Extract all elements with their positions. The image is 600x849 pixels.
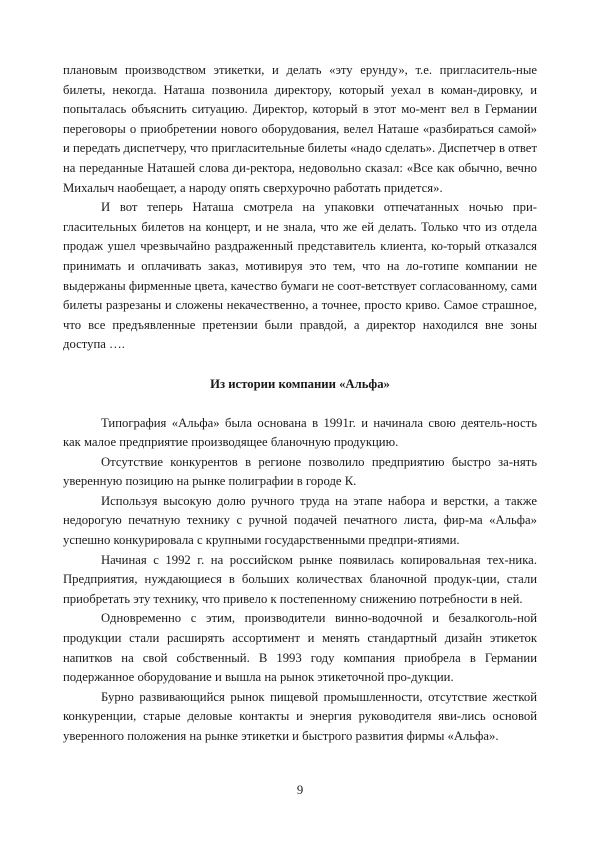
paragraph: Начиная с 1992 г. на российском рынке появилась копировальная тех-ника. Предприятия, нуждающиеся в больших количествах бланочной продук-ции, стали приобретать эту технику, что привело к постепенному снижению потребности в ней. — [63, 552, 537, 606]
page-number: 9 — [296, 783, 304, 797]
paragraph-continued: плановым производством этикетки, и делать «эту ерунду», т.е. пригласитель-ные билеты, некогда. Наташа позвонила директору, который уехал в коман-дировку, и попыталась объяснить ситуацию. Директор, который в этот мо-мент вел в Германии переговоры о приобретении нового оборудования, велел Наташе «разбираться самой» и передать диспетчеру, что пригласительные билеты «надо сделать». Диспетчер в ответ на переданные Наташей слова ди-ректора, недовольно сказал: «Все как обычно, вечно Михалыч наобещает, а народу опять сверхурочно работать придется». — [63, 63, 537, 195]
paragraph: Типография «Альфа» была основана в 1991г. и начинала свою деятель-ность как малое предприятие производящее бланочную продукцию. — [63, 415, 537, 450]
paragraph: Бурно развивающийся рынок пищевой промышленности, отсутствие жесткой конкуренции, старые деловые контакты и энергия руководителя яви-лись основой уверенного положения на рынке этикетки и быстрого развития фирмы «Альфа». — [63, 689, 537, 743]
paragraph: Используя высокую долю ручного труда на этапе набора и верстки, а также недорогую печатную технику с ручной подачей печатного листа, фир-ма «Альфа» успешно конкурировала с крупными государственными предпри-ятиями. — [63, 493, 537, 548]
paragraph: Одновременно с этим, производители винно-водочной и безалкоголь-ной продукции стали расширять ассортимент и менять стандартный дизайн этикеток напитков на свой собственный. В 1993 году компания приобрела в Германии подержанное оборудование и вышла на рынок этикеточной про-дукции. — [63, 611, 537, 685]
paragraph: Отсутствие конкурентов в регионе позволило предприятию быстро за-нять уверенную позицию на рынке полиграфии в городе К. — [63, 454, 537, 489]
paragraph: И вот теперь Наташа смотрела на упаковки отпечатанных ночью при-гласительных билетов на концерт, и не знала, что же ей делать. Только что из отдела продаж ушел чрезвычайно раздраженный представитель клиента, ко-торый отказался принимать и оплачивать заказ, мотивируя это тем, что на ло-готипе компании не выдержаны фирменные цвета, качество бумаги не соот-ветствует согласованному, сами билеты разрезаны и сложены некачественно, а точнее, просто криво. Самое страшное, что все предъявленные претензии были правдой, а директор находился вне зоны доступа …. — [63, 200, 537, 352]
section-heading: Из истории компании «Альфа» — [210, 376, 390, 391]
page-body — [63, 61, 537, 747]
